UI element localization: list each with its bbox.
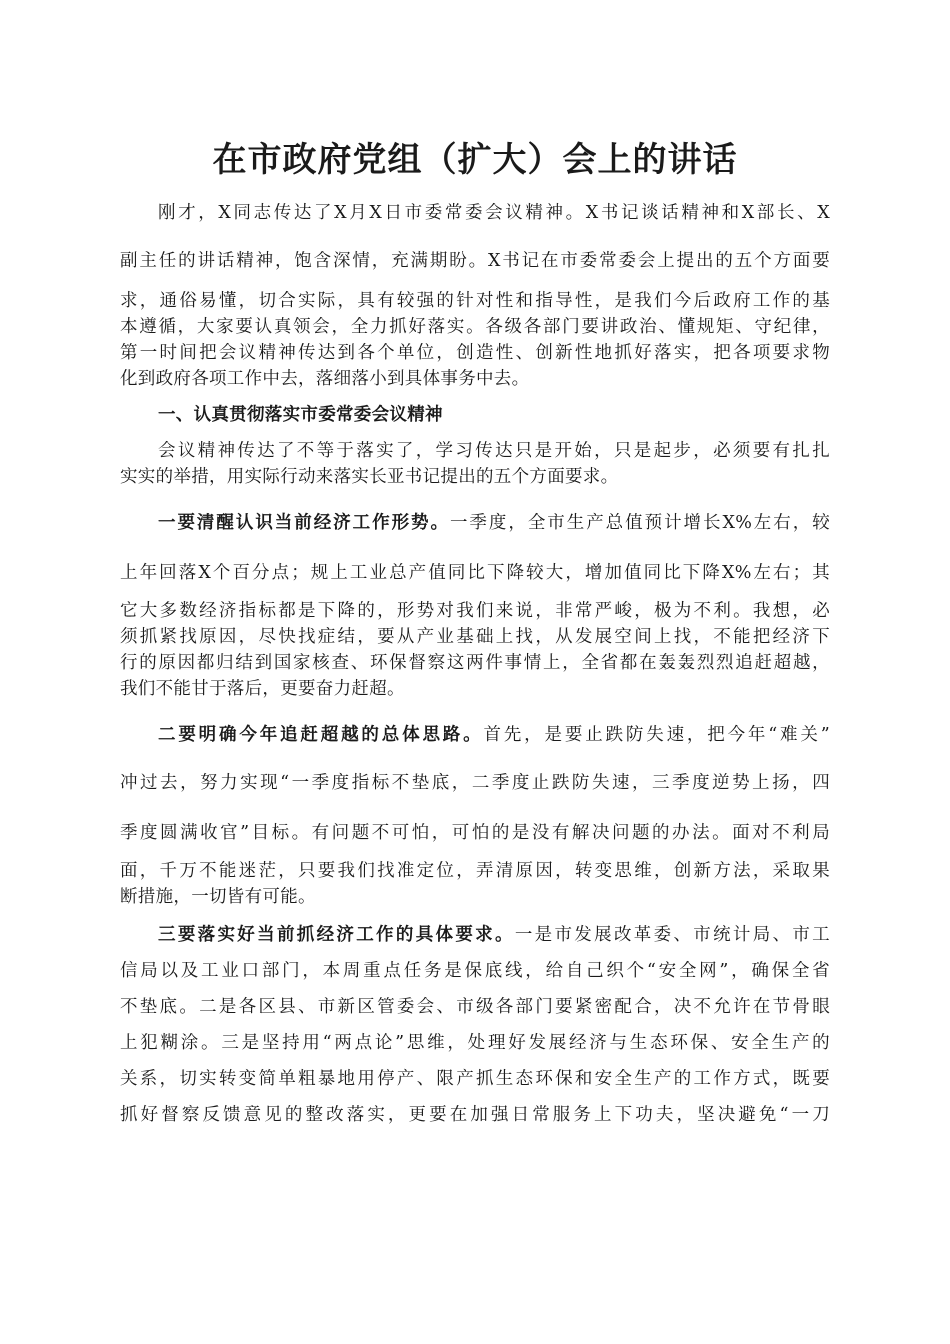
paragraph-line: 抓好督察反馈意见的整改落实，更要在加强日常服务上下功夫，坚决避免“一刀 (120, 1105, 830, 1125)
paragraph-line: 断措施，一切皆有可能。 (120, 887, 316, 907)
paragraph-line (158, 722, 830, 748)
paragraph-line (158, 510, 830, 536)
paragraph-line (158, 922, 830, 948)
page-title: 在市政府党组（扩大）会上的讲话 (212, 140, 738, 180)
paragraph-line: 刚才，X同志传达了X月X日市委常委会议精神。X书记谈话精神和X部长、X (158, 203, 830, 223)
point-text: 首先，是要止跌防失速，把今年“难关” (483, 725, 830, 745)
point-text: 一是市发展改革委、市统计局、市工 (514, 925, 830, 945)
paragraph-line: 上犯糊涂。三是坚持用“两点论”思维，处理好发展经济与生态环保、安全生产的 (120, 1033, 830, 1053)
paragraph-line: 我们不能甘于落后，更要奋力赶超。 (120, 679, 405, 699)
paragraph-line: 实实的举措，用实际行动来落实长亚书记提出的五个方面要求。 (120, 467, 619, 487)
paragraph-line: 冲过去，努力实现“一季度指标不垫底，二季度止跌防失速，三季度逆势上扬，四 (120, 773, 830, 793)
paragraph-line: 求，通俗易懂，切合实际，具有较强的针对性和指导性，是我们今后政府工作的基 (120, 291, 830, 311)
paragraph-line: 会议精神传达了不等于落实了，学习传达只是开始，只是起步，必须要有扎扎 (158, 441, 830, 461)
paragraph-line: 它大多数经济指标都是下降的，形势对我们来说，非常严峻，极为不利。我想，必 (120, 601, 830, 621)
point-lead: 一要清醒认识当前经济工作形势。 (158, 513, 450, 533)
point-lead: 三要落实好当前抓经济工作的具体要求。 (158, 925, 515, 945)
paragraph-line: 不垫底。二是各区县、市新区管委会、市级各部门要紧密配合，决不允许在节骨眼 (120, 997, 830, 1017)
paragraph-line: 第一时间把会议精神传达到各个单位，创造性、创新性地抓好落实，把各项要求物 (120, 343, 830, 363)
paragraph-line: 副主任的讲话精神，饱含深情，充满期盼。X书记在市委常委会上提出的五个方面要 (120, 251, 830, 271)
paragraph-line: 面，千万不能迷茫，只要我们找准定位，弄清原因，转变思维，创新方法，采取果 (120, 861, 830, 881)
paragraph-line: 关系，切实转变简单粗暴地用停产、限产抓生态环保和安全生产的工作方式，既要 (120, 1069, 830, 1089)
point-lead: 二要明确今年追赶超越的总体思路。 (158, 725, 484, 745)
paragraph-line: 须抓紧找原因，尽快找症结，要从产业基础上找，从发展空间上找，不能把经济下 (120, 627, 830, 647)
paragraph-line: 本遵循，大家要认真领会，全力抓好落实。各级各部门要讲政治、懂规矩、守纪律， (120, 317, 830, 337)
point-text: 一季度，全市生产总值预计增长X%左右，较 (449, 513, 830, 533)
paragraph-line: 化到政府各项工作中去，落细落小到具体事务中去。 (120, 369, 530, 389)
paragraph-line: 季度圆满收官”目标。有问题不可怕，可怕的是没有解决问题的办法。面对不利局 (120, 823, 830, 843)
paragraph-line: 行的原因都归结到国家核查、环保督察这两件事情上，全省都在轰轰烈烈追赶超越， (120, 653, 830, 673)
paragraph-line: 上年回落X个百分点；规上工业总产值同比下降较大，增加值同比下降X%左右；其 (120, 563, 830, 583)
section-heading: 一、认真贯彻落实市委常委会议精神 (158, 405, 443, 425)
paragraph-line: 信局以及工业口部门，本周重点任务是保底线，给自己织个“安全网”，确保全省 (120, 961, 830, 981)
